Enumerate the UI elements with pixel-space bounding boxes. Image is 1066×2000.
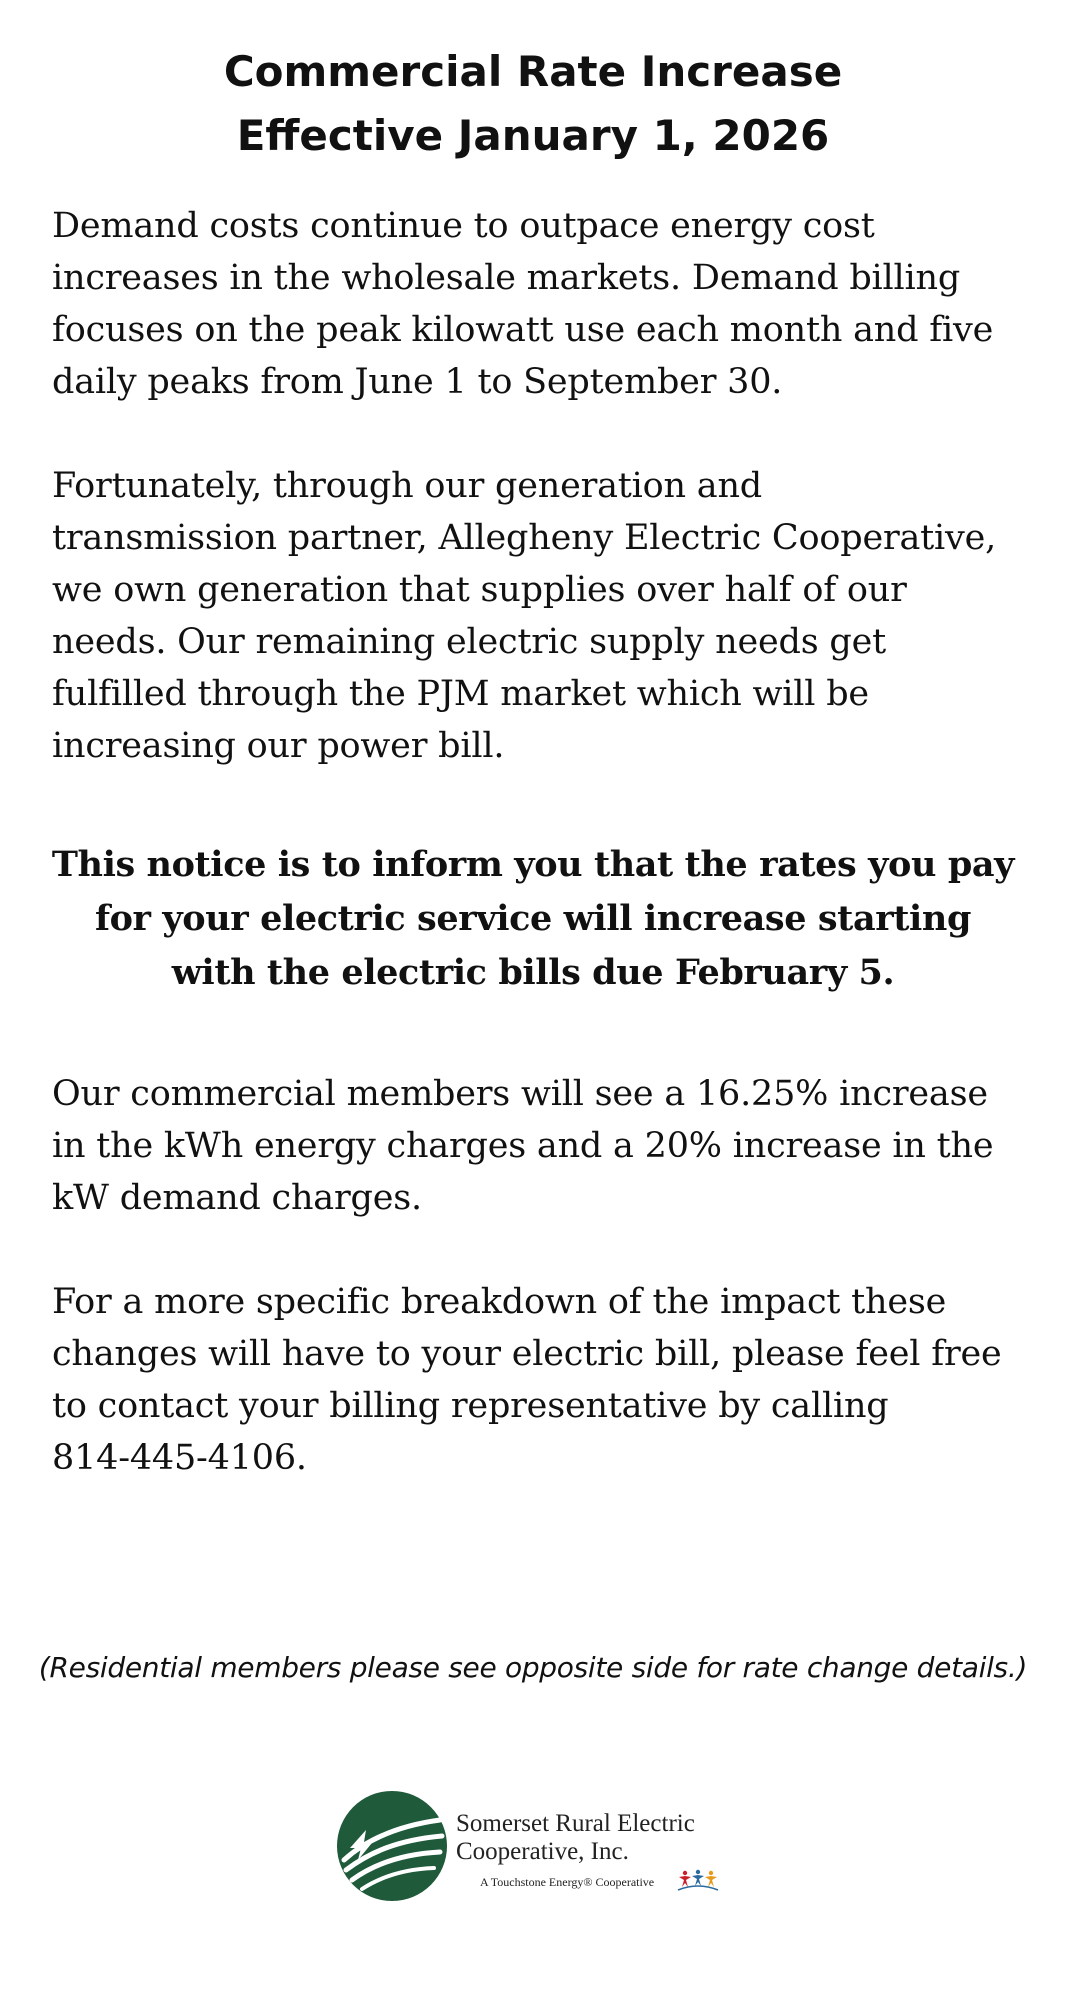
text-line: with the electric bills due February 5. [171,952,895,993]
text-line: in the kWh energy charges and a 20% increase in the [52,1126,994,1166]
text-line: to contact your billing representative by calling [52,1386,889,1426]
company-name-line: Cooperative, Inc. [456,1838,629,1865]
text-line: fulfilled through the PJM market which will be [52,674,869,714]
paragraph-demand-costs [52,200,1022,408]
text-line: Our commercial members will see a 16.25% increase [52,1074,988,1114]
text-line: 814-445-4106. [52,1438,307,1478]
text-line: increasing our power bill. [52,726,505,766]
text-line: This notice is to inform you that the rates you pay [51,844,1015,885]
residential-footnote: (Residential members please see opposite side for rate change details.) [38,1651,1028,1684]
text-line: we own generation that supplies over half of our [52,570,907,610]
text-line: Fortunately, through our generation and [52,466,763,506]
text-line: focuses on the peak kilowatt use each month and five [52,310,994,350]
company-logo [336,1786,736,1906]
text-line: For a more specific breakdown of the impact these [52,1282,947,1322]
page-subtitle-effective-date: Effective January 1, 2026 [236,111,830,160]
company-name-line: Somerset Rural Electric [456,1810,695,1837]
company-name [456,1810,695,1866]
text-line: needs. Our remaining electric supply needs get [52,622,886,662]
touchstone-people-icon [676,1868,720,1894]
paragraph-commercial-increase [52,1068,1022,1224]
rate-increase-notice [0,838,1066,1000]
paragraph-contact-billing [52,1276,1022,1484]
text-line: transmission partner, Allegheny Electric Cooperative, [52,518,997,558]
text-line: for your electric service will increase starting [94,898,972,939]
touchstone-tagline: A Touchstone Energy® Cooperative [480,1875,655,1889]
text-line: changes will have to your electric bill, please feel free [52,1334,1002,1374]
text-line: Demand costs continue to outpace energy cost [52,206,875,246]
somerset-rec-logo-icon [336,1790,448,1902]
text-line: daily peaks from June 1 to September 30. [52,362,783,402]
text-line: increases in the wholesale markets. Demand billing [52,258,961,298]
page-title: Commercial Rate Increase [223,47,843,96]
paragraph-generation-partner [52,460,1022,772]
text-line: kW demand charges. [52,1178,422,1218]
